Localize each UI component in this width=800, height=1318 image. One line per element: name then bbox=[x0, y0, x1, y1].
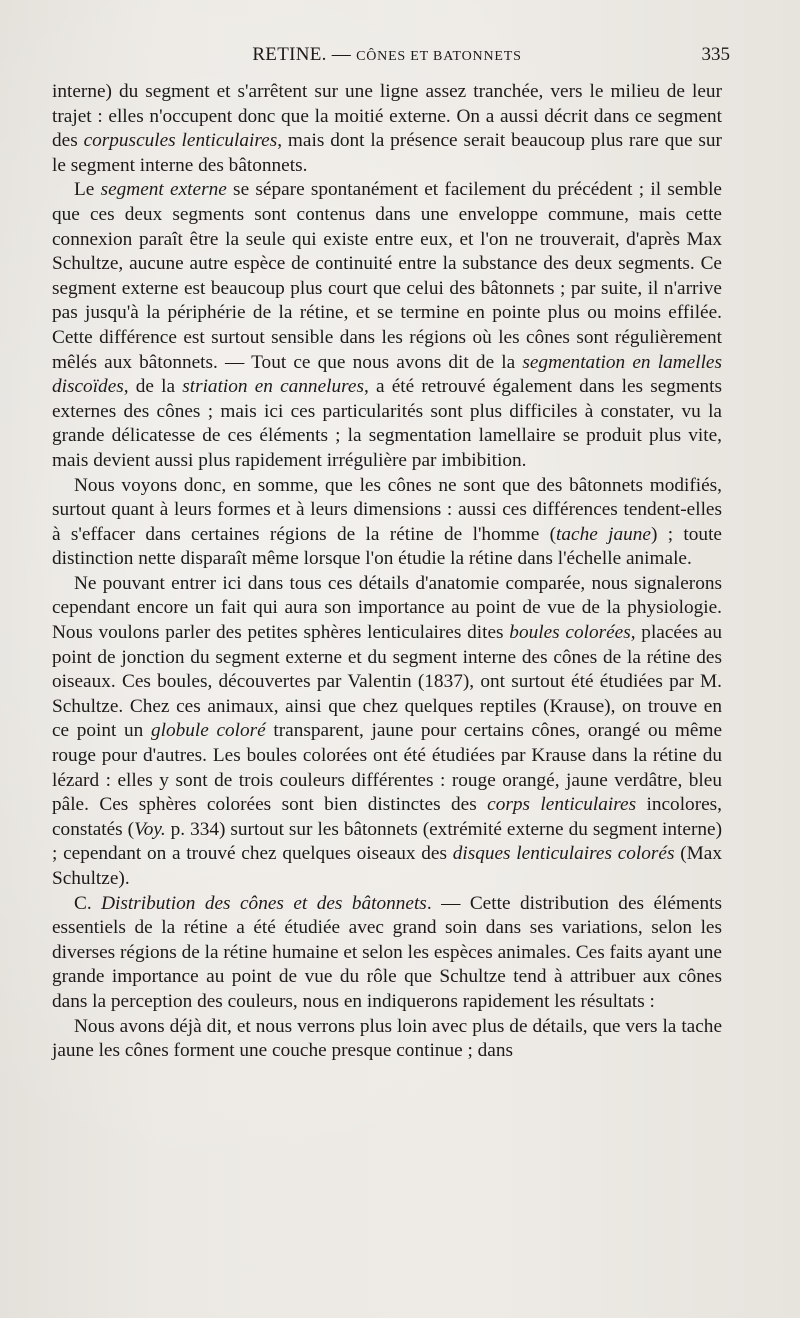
italic-text: corpuscules lenticulaires bbox=[83, 130, 278, 152]
text-run: transparent, jaune pour certains cônes, orangé ou même rouge pour d'autres. Les boules colorées ont été étudiées par Krause dans la rétine du lézard : elles y sont de trois couleurs différentes : rouge orangé, jaune verdâtre, bleu pâle. Ces sphères colorées sont bien distinctes des bbox=[52, 720, 722, 816]
text-run: Ne pouvant entrer ici dans tous ces détails d'anatomie comparée, nous signalerons cependant encore un fait qui aura son importance au point de vue de la physiologie. Nous voulons parler des petites sphères lenticulaires dites bbox=[52, 572, 722, 644]
page-number: 335 bbox=[701, 44, 730, 65]
running-header bbox=[52, 44, 730, 72]
text-run: Le bbox=[74, 179, 101, 201]
italic-text: Voy. bbox=[134, 818, 166, 840]
text-run: Nous voyons donc, en somme, que les cônes ne sont que des bâtonnets modifiés, surtout quant à leurs formes et à leurs dimensions : aussi ces différences tendent-elles à s'effacer dans certaines régions de la rétine de l'homme ( bbox=[52, 474, 722, 545]
italic-text: segment externe bbox=[100, 179, 227, 201]
italic-text: tache jaune bbox=[556, 523, 651, 545]
paragraph-p5 bbox=[52, 892, 722, 1015]
text-run: , a été retrouvé également dans les segments externes des cônes ; mais ici ces particularités sont plus difficiles à constater, vu la grande délicatesse de ces éléments ; la segmentation lamellaire se produit plus vite, mais devient aussi plus rapidement irrégulière par imbibition. bbox=[52, 376, 722, 471]
paragraph-p3 bbox=[52, 474, 722, 572]
text-run: interne) du segment et s'arrêtent sur une ligne assez tranchée, vers le milieu de leur trajet : elles n'occupent donc que la moitié externe. On a aussi décrit dans ce segment des bbox=[52, 81, 722, 152]
body-text bbox=[52, 80, 722, 1064]
italic-text: Distribution des cônes et des bâtonnets bbox=[101, 892, 427, 914]
text-run: (Max Schultze). bbox=[52, 843, 722, 889]
text-run: C. bbox=[74, 892, 102, 914]
text-run: , placées au point de jonction du segment externe et du segment interne des cônes de la rétine des oiseaux. Ces boules, découvertes par Valentin (1837), ont surtout été étudiées par M. Schultze. Chez ces animaux, ainsi que chez quelques reptiles (Krause), on trouve en ce point un bbox=[52, 622, 722, 742]
text-run: , de la bbox=[123, 376, 183, 398]
header-center bbox=[52, 44, 722, 66]
paragraph-p6 bbox=[52, 1015, 722, 1064]
header-title: RETINE. — bbox=[252, 44, 357, 65]
text-run: incolores, constatés ( bbox=[52, 794, 722, 840]
text-run: , mais dont la présence serait beaucoup plus rare que sur le segment interne des bâtonnets. bbox=[52, 130, 722, 176]
italic-text: boules colorées bbox=[509, 622, 631, 644]
text-run: Nous avons déjà dit, et nous verrons plus loin avec plus de détails, que vers la tache jaune les cônes forment une couche presque continue ; dans bbox=[52, 1015, 722, 1062]
italic-text: disques lenticulaires colorés bbox=[452, 843, 675, 865]
italic-text: corps lenticulaires bbox=[487, 794, 637, 816]
text-run: . — Cette distribution des éléments essentiels de la rétine a été étudiée avec grand soin dans ses variations, selon les diverses régions de la rétine humaine et selon les espèces animales. Ces faits ayant une grande importance au point de vue du rôle que Schultze tend à attribuer aux cônes dans la perception des couleurs, nous en indiquerons rapidement les résultats : bbox=[52, 892, 722, 1012]
text-run: se sépare spontanément et facilement du précédent ; il semble que ces deux segments sont contenus dans une enveloppe commune, mais cette connexion paraît être la seule qui existe entre eux, et l'on ne trouverait, d'après Max Schultze, aucune autre espèce de continuité entre la substance des deux segments. Ce segment externe est beaucoup plus court que celui des bâtonnets ; par suite, il n'arrive pas jusqu'à la périphérie de la rétine, et se termine en pointe plus ou moins effilée. Cette différence est surtout sensible dans les régions où les cônes sont régulièrement mêlés aux bâtonnets. — Tout ce que nous avons dit de la bbox=[52, 179, 722, 373]
paragraph-p2 bbox=[52, 178, 722, 473]
text-run: ) ; toute distinction nette disparaît même lorsque l'on étudie la rétine dans l'échelle animale. bbox=[52, 523, 722, 570]
header-subtitle: CÔNES ET BATONNETS bbox=[356, 49, 522, 64]
italic-text: striation en cannelures bbox=[182, 376, 364, 398]
paragraph-p1 bbox=[52, 80, 722, 178]
text-run: p. 334) surtout sur les bâtonnets (extrémité externe du segment interne) ; cependant on a trouvé chez quelques oiseaux des bbox=[52, 818, 723, 865]
italic-text: globule coloré bbox=[150, 720, 266, 742]
italic-text: segmentation en lamelles discoïdes bbox=[52, 351, 722, 398]
paragraph-p4 bbox=[52, 572, 722, 892]
